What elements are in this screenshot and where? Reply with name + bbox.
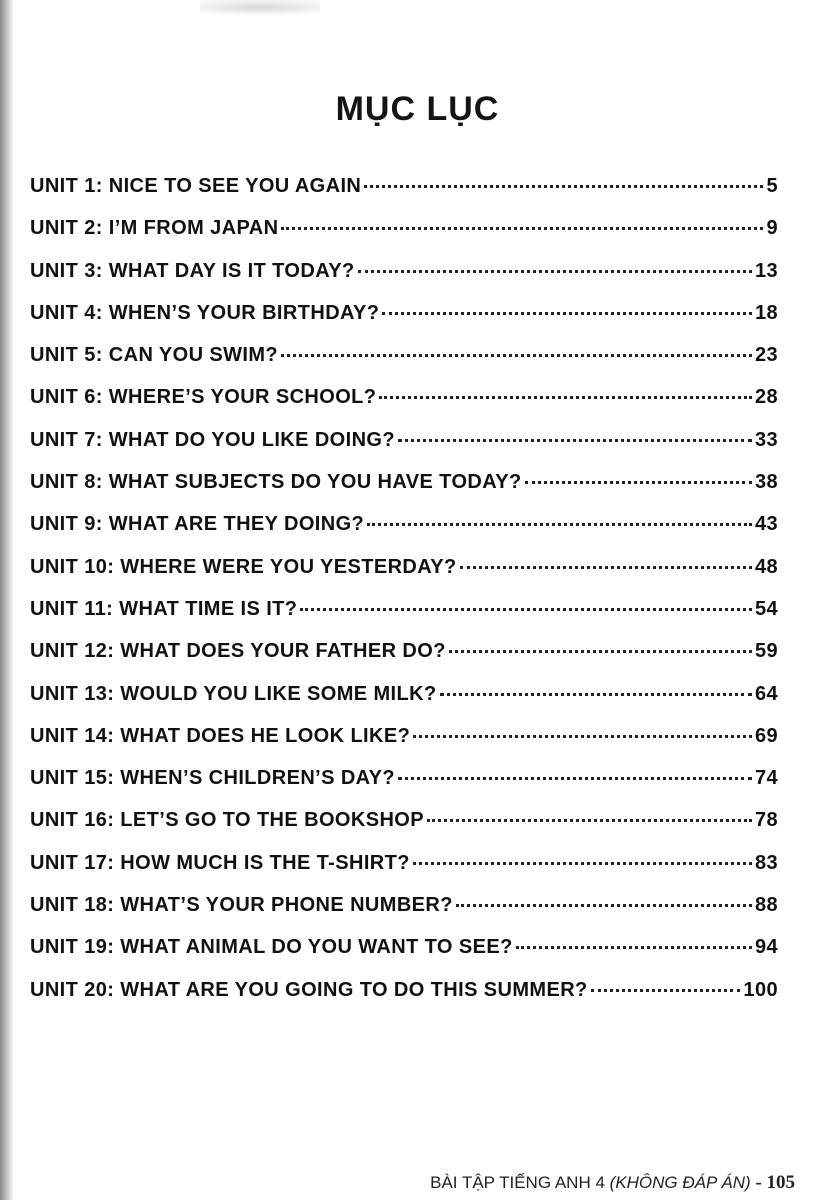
toc-entry [30,429,778,471]
toc-dot-leader [367,523,752,526]
toc-entry [30,852,778,894]
toc-entry-page: 74 [754,767,778,790]
toc-entry [30,936,778,978]
toc-entry-title: UNIT 14: WHAT DOES HE LOOK LIKE? [30,724,411,747]
footer-separator: - [755,1172,762,1193]
toc-entry [30,344,778,386]
toc-dot-leader [456,904,752,907]
toc-entry-page: 59 [754,640,778,663]
toc-entry-title: UNIT 1: NICE TO SEE YOU AGAIN [30,175,362,197]
toc-entry-title: UNIT 9: WHAT ARE THEY DOING? [30,513,365,536]
toc-dot-leader [591,989,741,992]
toc-dot-leader [379,396,752,399]
toc-entry [30,302,778,344]
toc-entry-page: 5 [766,175,778,197]
toc-entry-title: UNIT 7: WHAT DO YOU LIKE DOING? [30,428,395,451]
toc-dot-leader [449,650,752,653]
toc-entry-page: 23 [754,344,778,367]
toc-entry-page: 54 [754,597,778,620]
toc-dot-leader [281,227,763,230]
toc-entry [30,894,778,936]
toc-entry [30,979,778,1021]
toc-dot-leader [460,566,752,569]
toc-dot-leader [398,439,752,442]
toc-entry-title: UNIT 6: WHERE’S YOUR SCHOOL? [30,386,377,409]
table-of-contents [30,175,778,1021]
toc-entry-page: 78 [754,809,778,832]
toc-dot-leader [525,481,752,484]
toc-entry-title: UNIT 15: WHEN’S CHILDREN’S DAY? [30,767,396,790]
toc-entry [30,556,778,598]
toc-entry-page: 9 [766,217,778,240]
page-top-shadow [200,0,320,14]
toc-entry-title: UNIT 13: WOULD YOU LIKE SOME MILK? [30,682,437,705]
footer-edition: (KHÔNG ĐÁP ÁN) [609,1173,751,1192]
toc-entry-title: UNIT 19: WHAT ANIMAL DO YOU WANT TO SEE? [30,936,513,959]
toc-entry-page: 18 [754,301,778,324]
toc-entry [30,725,778,767]
footer-book-title: BÀI TẬP TIẾNG ANH 4 [430,1173,605,1192]
toc-dot-leader [358,270,752,273]
toc-entry-page: 48 [754,555,778,578]
page-binding-shadow [0,0,14,1200]
toc-entry-page: 38 [754,471,778,494]
toc-entry [30,217,778,259]
toc-entry-title: UNIT 18: WHAT’S YOUR PHONE NUMBER? [30,894,453,917]
toc-entry [30,260,778,302]
toc-entry-page: 33 [754,428,778,451]
toc-entry-title: UNIT 10: WHERE WERE YOU YESTERDAY? [30,555,457,578]
toc-entry-title: UNIT 3: WHAT DAY IS IT TODAY? [30,259,355,282]
toc-dot-leader [516,946,752,949]
toc-entry-title: UNIT 2: I’M FROM JAPAN [30,217,279,240]
toc-entry-page: 100 [743,978,778,1001]
toc-entry [30,513,778,555]
toc-entry-page: 69 [754,724,778,747]
toc-entry [30,471,778,513]
toc-entry [30,809,778,851]
toc-dot-leader [413,735,752,738]
toc-dot-leader [364,185,763,188]
toc-entry-page: 88 [754,894,778,917]
toc-dot-leader [398,777,752,780]
toc-entry-page: 64 [754,682,778,705]
toc-dot-leader [382,312,752,315]
toc-entry-title: UNIT 11: WHAT TIME IS IT? [30,597,298,620]
toc-entry-title: UNIT 20: WHAT ARE YOU GOING TO DO THIS SUMMER? [30,978,588,1001]
toc-entry-title: UNIT 12: WHAT DOES YOUR FATHER DO? [30,640,446,663]
toc-entry-page: 43 [754,513,778,536]
toc-entry [30,640,778,682]
toc-entry-title: UNIT 8: WHAT SUBJECTS DO YOU HAVE TODAY? [30,471,522,494]
toc-dot-leader [281,354,752,357]
toc-entry-title: UNIT 17: HOW MUCH IS THE T-SHIRT? [30,851,410,874]
toc-dot-leader [300,608,752,611]
toc-entry-title: UNIT 16: LET’S GO TO THE BOOKSHOP [30,809,424,832]
toc-entry [30,386,778,428]
toc-entry [30,175,778,217]
toc-entry-page: 13 [754,259,778,282]
toc-entry-page: 94 [754,936,778,959]
page-footer [430,1172,795,1194]
toc-entry [30,767,778,809]
footer-page-number: 105 [766,1172,795,1193]
toc-dot-leader [427,819,752,822]
toc-entry [30,598,778,640]
toc-entry-page: 83 [754,851,778,874]
toc-entry [30,683,778,725]
toc-entry-title: UNIT 5: CAN YOU SWIM? [30,344,279,367]
page-title: MỤC LỤC [335,90,500,128]
toc-dot-leader [413,862,752,865]
toc-entry-page: 28 [754,386,778,409]
toc-dot-leader [440,693,752,696]
toc-entry-title: UNIT 4: WHEN’S YOUR BIRTHDAY? [30,301,380,324]
